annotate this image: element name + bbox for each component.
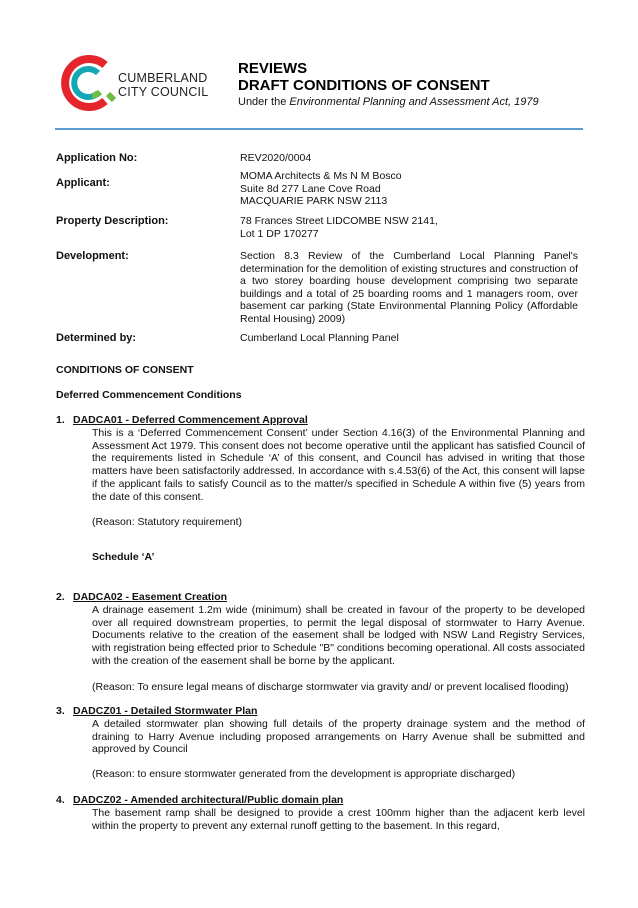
condition-text-4: The basement ramp shall be designed to provide a crest 100mm higher than the adjacent kerb level within the property to prevent any external runoff getting to the basement. In this regard, <box>92 807 585 832</box>
condition-number: 3. <box>56 705 65 717</box>
application-no-label: Application No: <box>56 152 138 164</box>
title-line1: REVIEWS <box>238 60 308 77</box>
property-description-value <box>240 215 578 240</box>
subtitle-act: Environmental Planning and Assessment Act, 1979 <box>289 96 539 108</box>
property-line: Lot 1 DP 170277 <box>240 227 319 240</box>
condition-title: DADCA01 - Deferred Commencement Approval <box>73 414 308 426</box>
condition-title: DADCZ01 - Detailed Stormwater Plan <box>73 705 258 717</box>
condition-heading-2 <box>56 591 227 604</box>
development-label: Development: <box>56 250 129 262</box>
applicant-value <box>240 170 578 208</box>
condition-number: 2. <box>56 591 65 603</box>
document-subtitle <box>238 96 539 108</box>
condition-text-2: A drainage easement 1.2m wide (minimum) shall be created in favour of the property to be developed over all required downstream properties, to permit the legal disposal of stormwater to Harry Avenue. Documents relative to the creation of the easement shall be lodged with NSW Land Registry Services, with registration being effected prior to Schedule "B" conditions becoming operational. All costs associated with the creation of the easement shall be borne by the applicant. <box>92 604 585 667</box>
condition-heading-3 <box>56 705 257 718</box>
property-line: 78 Frances Street LIDCOMBE NSW 2141, <box>240 215 438 227</box>
applicant-line: Suite 8d 277 Lane Cove Road <box>240 182 381 195</box>
council-name-line2: CITY COUNCIL <box>118 85 209 99</box>
determined-by-value: Cumberland Local Planning Panel <box>240 332 399 344</box>
condition-text-3: A detailed stormwater plan showing full details of the property drainage system and the method of draining to Harry Avenue including proposed arrangements on Harry Avenue shall be submitted and approved by Council <box>92 718 585 756</box>
applicant-line: MACQUARIE PARK NSW 2113 <box>240 195 388 208</box>
applicant-label: Applicant: <box>56 177 110 189</box>
condition-number: 1. <box>56 414 65 426</box>
council-name <box>118 71 208 99</box>
development-value: Section 8.3 Review of the Cumberland Local Planning Panel's determination for the demolition of existing structures and construction of a two storey boarding house development comprising two separate buildings and a total of 25 boarding rooms and 1 managers room, over basement car parking (State Environmental Planning Policy (Affordable Rental Housing) 2009) <box>240 250 578 325</box>
schedule-a-heading: Schedule ‘A’ <box>92 551 155 563</box>
deferred-conditions-heading: Deferred Commencement Conditions <box>56 389 242 401</box>
document-title <box>238 60 490 94</box>
condition-reason-1: (Reason: Statutory requirement) <box>92 516 242 528</box>
condition-title: DADCA02 - Easement Creation <box>73 591 228 603</box>
condition-heading-4 <box>56 794 343 807</box>
header-divider <box>55 128 583 130</box>
application-no-value: REV2020/0004 <box>240 152 312 164</box>
conditions-heading: CONDITIONS OF CONSENT <box>56 364 194 376</box>
condition-heading-1 <box>56 414 308 427</box>
condition-reason-3: (Reason: to ensure stormwater generated from the development is appropriate discharged) <box>92 768 516 780</box>
cumberland-logo-icon <box>56 52 118 114</box>
council-name-line1: CUMBERLAND <box>118 71 208 85</box>
condition-text-1: This is a ‘Deferred Commencement Consent’ under Section 4.16(3) of the Environmental Planning and Assessment Act 1979. This consent does not become operative until the applicant has satisfied Council of the requirements listed in Schedule ‘A’ of this consent, and Council has advised in writing that those matters have been satisfactorily addressed. In accordance with s.4.53(6) of the Act, this consent will lapse if the applicant fails to satisfy Council as to the matter/s specified in Schedule A within five (5) years from the date of this consent. <box>92 427 585 503</box>
property-description-label: Property Description: <box>56 215 169 227</box>
condition-number: 4. <box>56 794 65 806</box>
condition-reason-2: (Reason: To ensure legal means of discharge stormwater via gravity and/ or prevent localised flooding) <box>92 681 569 693</box>
subtitle-prefix: Under the <box>238 96 290 108</box>
title-line2: DRAFT CONDITIONS OF CONSENT <box>238 77 490 94</box>
determined-by-label: Determined by: <box>56 332 137 344</box>
condition-title: DADCZ02 - Amended architectural/Public domain plan <box>73 794 344 806</box>
applicant-line: MOMA Architects & Ms N M Bosco <box>240 170 402 182</box>
